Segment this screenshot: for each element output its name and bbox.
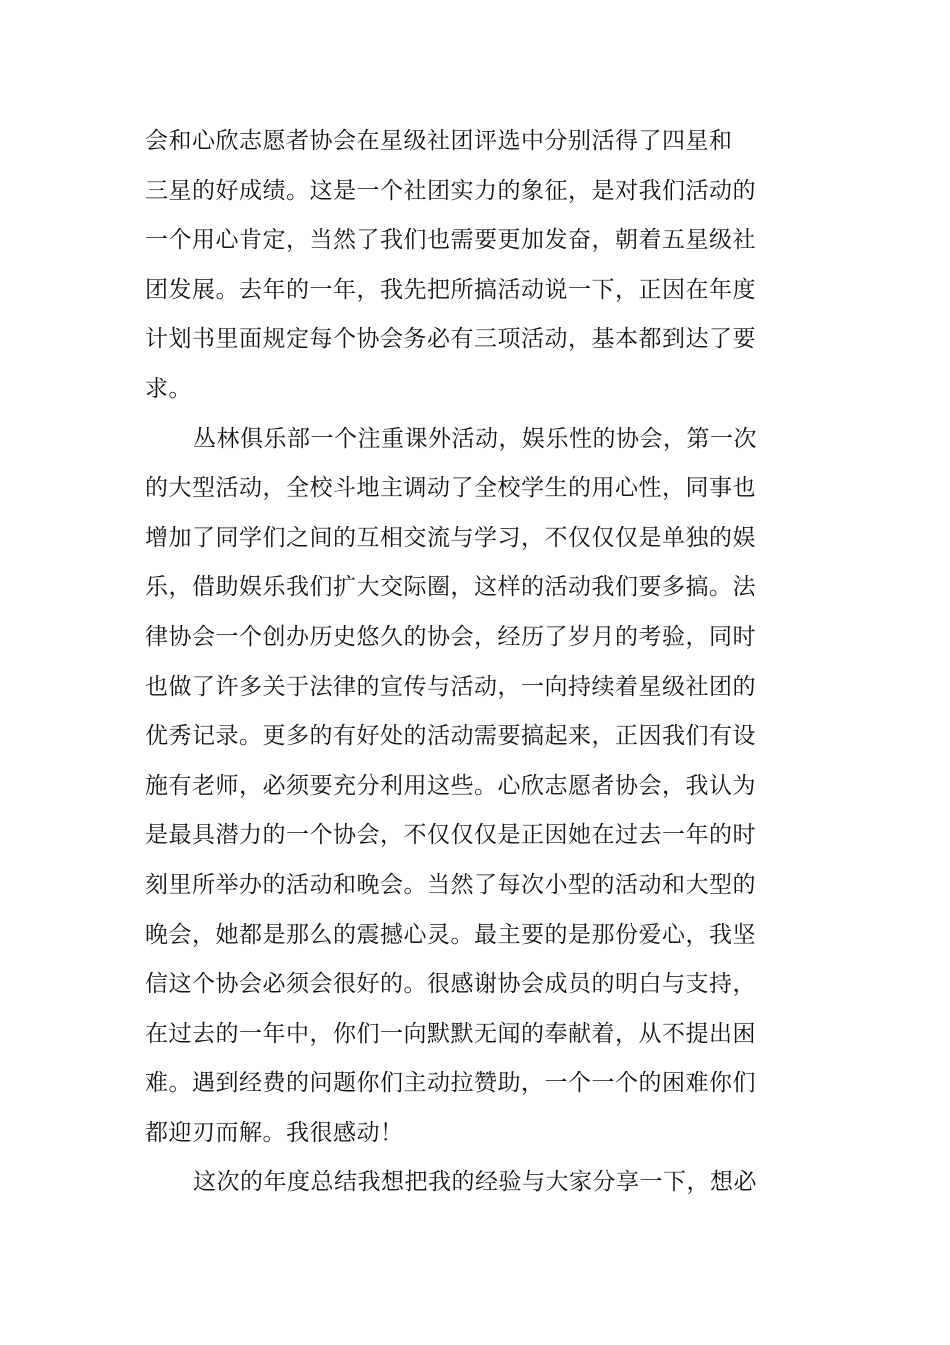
text-line: 三星的好成绩。这是一个社团实力的象征，是对我们活动的 [145, 177, 756, 204]
text-line: 晚会，她都是那么的震撼心灵。最主要的是那份爱心，我坚 [145, 921, 756, 948]
text-line: 刻里所举办的活动和晚会。当然了每次小型的活动和大型的 [145, 871, 756, 898]
text-line: 团发展。去年的一年，我先把所搞活动说一下，正因在年度 [145, 276, 756, 303]
text-line: 信这个协会必须会很好的。很感谢协会成员的明白与支持， [145, 971, 756, 998]
text-line: 优秀记录。更多的有好处的活动需要搞起来，正因我们有设 [145, 723, 756, 750]
text-line: 都迎刃而解。我很感动！ [145, 1119, 404, 1146]
text-line: 也做了许多关于法律的宣传与活动，一向持续着星级社团的 [145, 673, 756, 700]
body-text [145, 117, 757, 1208]
paragraph-start-line: 丛林俱乐部一个注重课外活动，娱乐性的协会，第一次 [193, 425, 757, 452]
text-line: 增加了同学们之间的互相交流与学习，不仅仅仅是单独的娱 [145, 524, 756, 551]
text-line: 难。遇到经费的问题你们主动拉赞助，一个一个的困难你们 [145, 1070, 756, 1097]
text-line: 是最具潜力的一个协会，不仅仅仅是正因她在过去一年的时 [145, 822, 756, 849]
text-line: 在过去的一年中，你们一向默默无闻的奉献着，从不提出困 [145, 1020, 756, 1047]
text-line: 律协会一个创办历史悠久的协会，经历了岁月的考验，同时 [145, 623, 756, 650]
text-line: 的大型活动，全校斗地主调动了全校学生的用心性，同事也 [145, 475, 756, 502]
text-line: 计划书里面规定每个协会务必有三项活动，基本都到达了要 [145, 326, 756, 353]
text-line: 求。 [145, 375, 192, 402]
paragraph-start-line: 这次的年度总结我想把我的经验与大家分享一下，想必 [193, 1169, 757, 1196]
text-line: 乐，借助娱乐我们扩大交际圈，这样的活动我们要多搞。法 [145, 574, 756, 601]
text-line: 施有老师，必须要充分利用这些。心欣志愿者协会，我认为 [145, 772, 756, 799]
text-line: 会和心欣志愿者协会在星级社团评选中分别活得了四星和 [145, 128, 733, 154]
text-line: 一个用心肯定，当然了我们也需要更加发奋，朝着五星级社 [145, 227, 756, 254]
